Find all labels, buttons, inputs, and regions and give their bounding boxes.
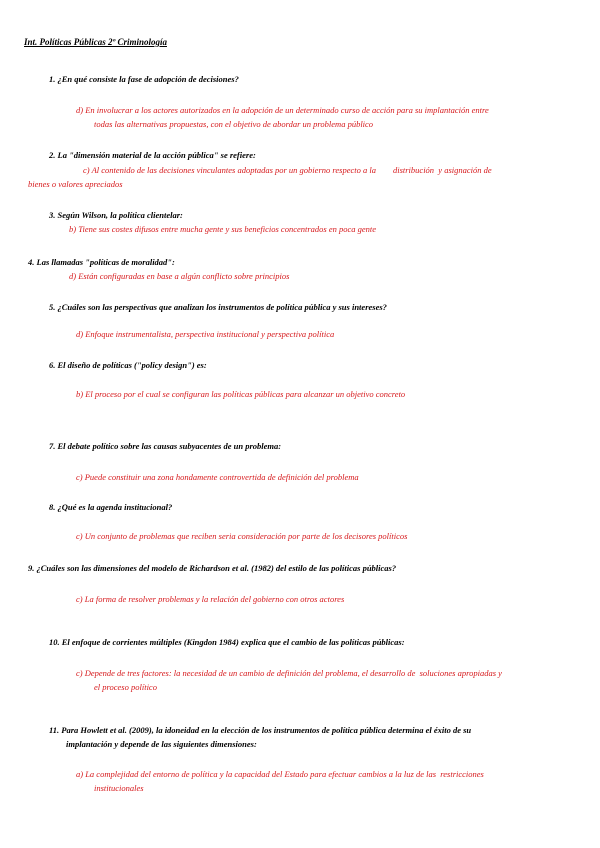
answer-10-line-2: el proceso político bbox=[94, 682, 157, 692]
answer-11-line-1: a) La complejidad del entorno de política y la capacidad del Estado para efectuar cambios a la luz de las restricciones bbox=[76, 769, 484, 779]
answer-4: d) Están configuradas en base a algún conflicto sobre principios bbox=[69, 271, 290, 281]
question-2: 2. La "dimensión material de la acción pública" se refiere: bbox=[49, 150, 256, 160]
answer-9: c) La forma de resolver problemas y la relación del gobierno con otros actores bbox=[76, 594, 345, 604]
answer-5: d) Enfoque instrumentalista, perspectiva institucional y perspectiva política bbox=[76, 329, 335, 339]
answer-6: b) El proceso por el cual se configuran las políticas públicas para alcanzar un objetivo concreto bbox=[76, 389, 406, 399]
answer-1-line-2: todas las alternativas propuestas, con el objetivo de abordar un problema público bbox=[94, 119, 374, 129]
answer-8: c) Un conjunto de problemas que reciben seria consideración por parte de los decisores políticos bbox=[76, 531, 408, 541]
answer-2-line-2: bienes o valores apreciados bbox=[28, 179, 123, 189]
question-10: 10. El enfoque de corrientes múltiples (Kingdon 1984) explica que el cambio de las políticas públicas: bbox=[49, 637, 405, 647]
answer-7: c) Puede constituir una zona hondamente controvertida de definición del problema bbox=[76, 472, 359, 482]
answer-10-line-1: c) Depende de tres factores: la necesidad de un cambio de definición del problema, el desarrollo de soluciones apropiadas y bbox=[76, 668, 502, 678]
question-11-line-1: 11. Para Howlett et al. (2009), la idoneidad en la elección de los instrumentos de política pública determina el éxito de su bbox=[49, 725, 472, 735]
question-7: 7. El debate político sobre las causas subyacentes de un problema: bbox=[49, 441, 282, 451]
answer-2-line-1: c) Al contenido de las decisiones vinculantes adoptadas por un gobierno respecto a la distribución y asignación de bbox=[83, 165, 492, 175]
question-6: 6. El diseño de políticas ("policy design") es: bbox=[49, 360, 207, 370]
question-11-line-2: implantación y depende de las siguientes dimensiones: bbox=[66, 739, 257, 749]
answer-3: b) Tiene sus costes difusos entre mucha gente y sus beneficios concentrados en poca gente bbox=[69, 224, 377, 234]
question-3: 3. Según Wilson, la política clientelar: bbox=[49, 210, 183, 220]
question-4: 4. Las llamadas "políticas de moralidad": bbox=[28, 257, 175, 267]
document-title: Int. Políticas Públicas 2º Criminología bbox=[24, 37, 167, 47]
question-5: 5. ¿Cuáles son las perspectivas que analizan los instrumentos de política pública y sus intereses? bbox=[49, 302, 387, 312]
answer-1-line-1: d) En involucrar a los actores autorizados en la adopción de un determinado curso de acción para su implantación entre bbox=[76, 105, 489, 115]
question-1: 1. ¿En qué consiste la fase de adopción de decisiones? bbox=[49, 74, 239, 84]
question-9: 9. ¿Cuáles son las dimensiones del modelo de Richardson et al. (1982) del estilo de las políticas públicas? bbox=[28, 563, 397, 573]
question-8: 8. ¿Qué es la agenda institucional? bbox=[49, 502, 173, 512]
answer-11-line-2: institucionales bbox=[94, 783, 144, 793]
